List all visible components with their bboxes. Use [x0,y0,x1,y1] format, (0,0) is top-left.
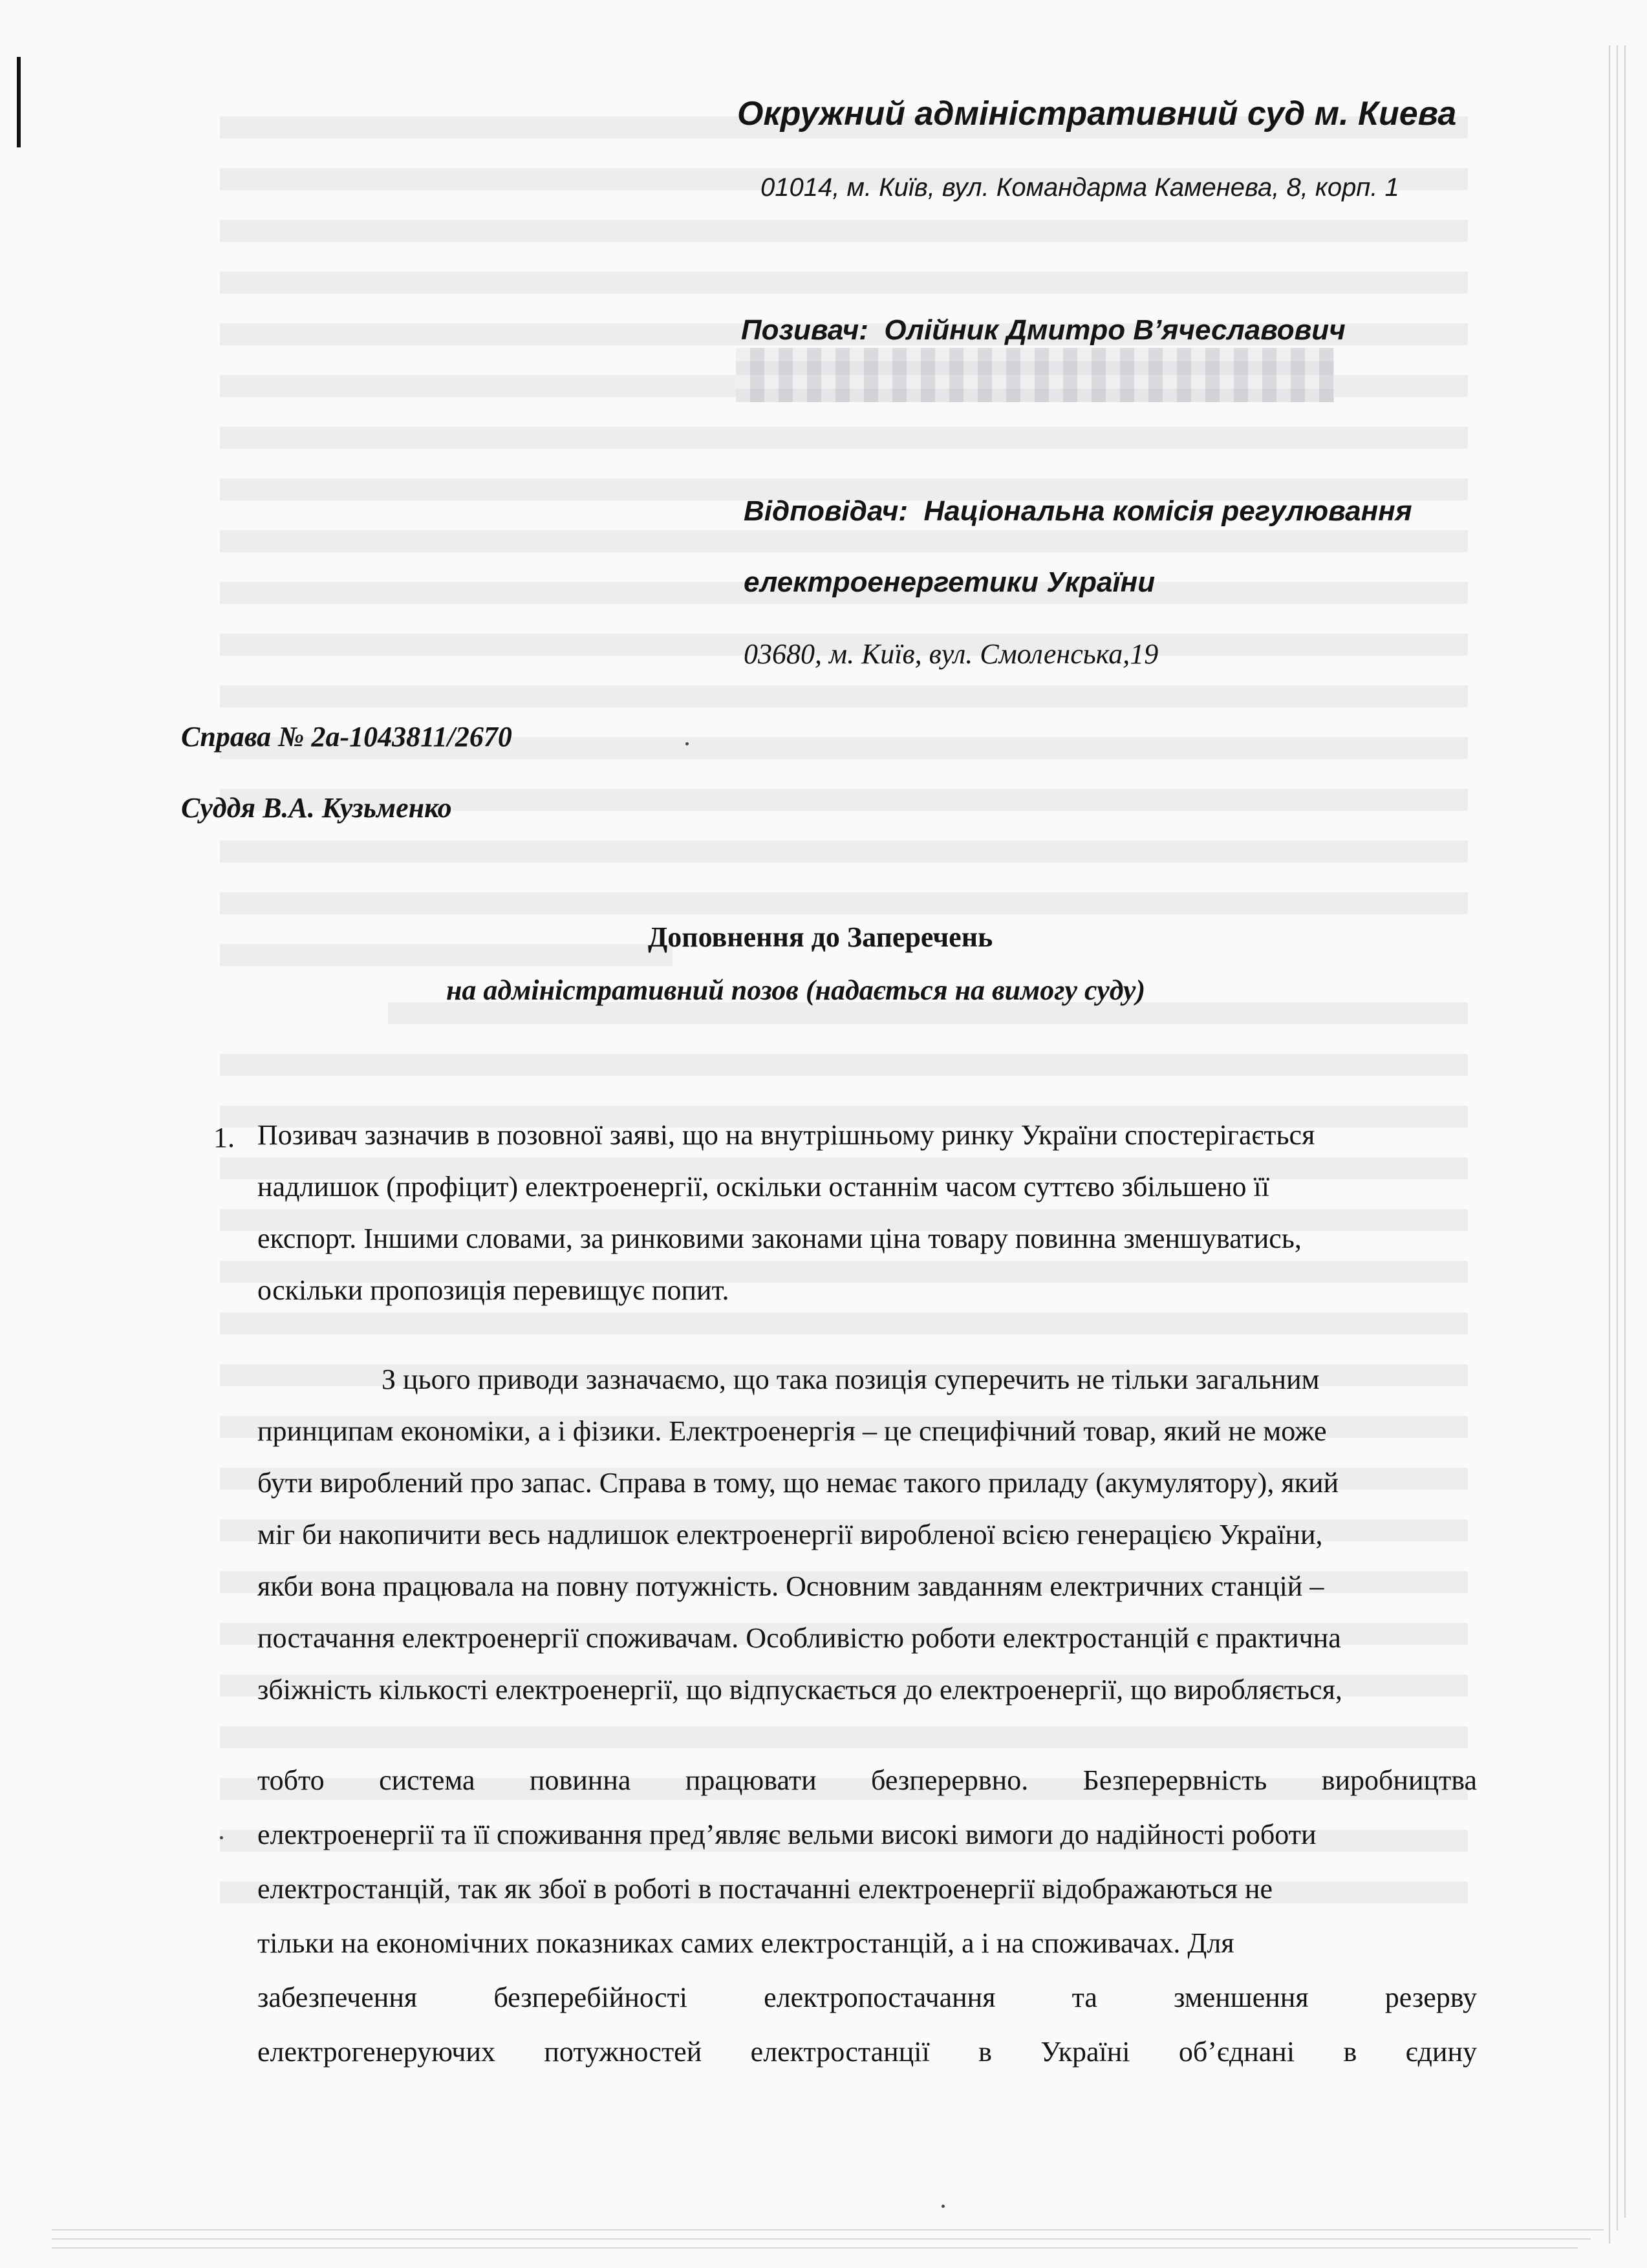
body-line: З цього приводи зазначаємо, що така позиція суперечить не тільки загальним [382,1364,1320,1395]
body-line: електроенергії та її споживання пред’являє вельми високі вимоги до надійності роботи [257,1819,1317,1850]
body-line: тобто система повинна працювати безперервно. Безперервність виробництва [257,1764,1477,1796]
page-stack-edge [52,2229,1604,2231]
plaintiff-label: Позивач: [741,314,868,346]
document-title: Доповнення до Заперечень [648,921,993,953]
body-line: надлишок (профіцит) електроенергії, оскільки останнім часом суттєво збільшено її [257,1171,1269,1203]
judge-name: Суддя В.А. Кузьменко [181,792,452,824]
court-name: Окружний адміністративний суд м. Киева [737,95,1457,133]
body-line: бути вироблений про запас. Справа в тому, що немає такого приладу (акумулятору), який [257,1467,1339,1499]
list-item-number: 1. [213,1122,235,1153]
defendant-name-continued: електроенергетики України [744,566,1156,598]
defendant-address: 03680, м. Київ, вул. Смоленська,19 [744,638,1159,670]
body-line: електростанцій, так як збої в роботі в постачанні електроенергії відображаються не [257,1873,1273,1905]
defendant-line [744,495,1412,528]
scan-speck [942,2205,945,2208]
page-stack-edge [52,2238,1591,2240]
defendant-name: Національна комісія регулювання [923,495,1412,527]
body-line: якби вона працювала на повну потужність. Основним завданням електричних станцій – [257,1570,1324,1602]
body-line: тільки на економічних показниках самих електростанцій, а і на споживачах. Для [257,1927,1234,1959]
body-line: міг би накопичити весь надлишок електроенергії виробленої всією генерацією України, [257,1519,1323,1550]
body-line: принципам економіки, а і фізики. Електроенергія – це специфічний товар, який не може [257,1415,1327,1447]
body-line: експорт. Іншими словами, за ринковими законами ціна товару повинна зменшуватись, [257,1223,1302,1254]
body-line: постачання електроенергії споживачам. Особливістю роботи електростанцій є практична [257,1622,1341,1654]
scan-speck [220,1836,223,1839]
defendant-label: Відповідач: [744,495,909,527]
document-subtitle: на адміністративний позов (надається на вимогу суду) [446,974,1146,1006]
page-stack-edge [1617,45,1618,2231]
body-line: забезпечення безперебійності електропостачання та зменшення резерву [257,1982,1477,2013]
page-stack-edge [1624,45,1626,2218]
body-line: збіжність кількості електроенергії, що відпускається до електроенергії, що виробляється, [257,1674,1342,1706]
court-address: 01014, м. Київ, вул. Командарма Каменева, 8, корп. 1 [760,173,1399,202]
body-line: електрогенеруючих потужностей електростанції в Україні об’єднані в єдину [257,2036,1477,2068]
plaintiff-name: Олійник Дмитро В’ячеславович [884,314,1346,346]
redaction-block [736,348,1334,402]
scan-margin-mark [17,57,21,147]
scan-speck [685,742,689,745]
case-number: Справа № 2а-1043811/2670 [181,721,512,753]
body-line: Позивач зазначив в позовної заяві, що на внутрішньому ринку України спостерігається [257,1119,1315,1151]
body-line: оскільки пропозиція перевищує попит. [257,1274,729,1306]
page-stack-edge [1609,45,1610,2243]
plaintiff-line [741,314,1346,347]
page-stack-edge [52,2247,1578,2249]
